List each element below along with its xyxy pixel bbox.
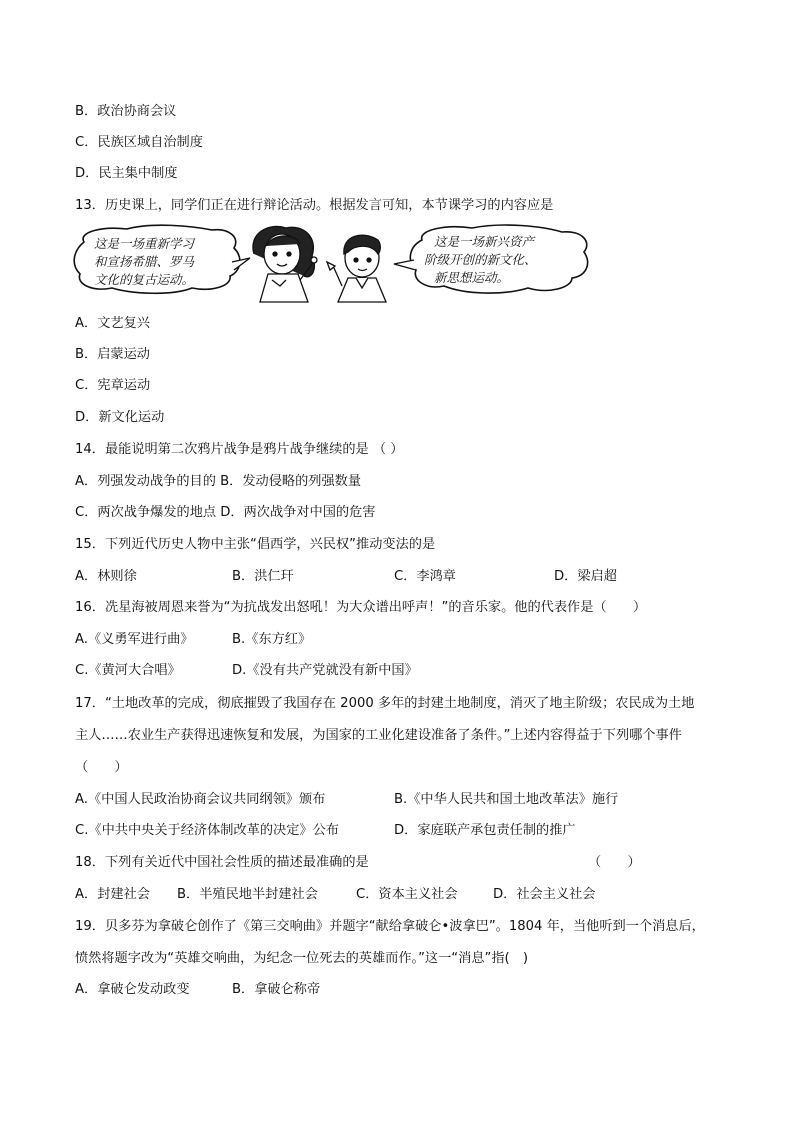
q12-option-c: C．民族区域自治制度 [75,135,203,150]
girl-speech-bubble [74,225,250,293]
q16-option-a: A.《义勇军进行曲》 [75,632,194,647]
q15-stem: 15．下列近代历史人物中主张“倡西学，兴民权”推动变法的是 [75,537,436,552]
boy-figure [327,235,386,302]
q14-stem: 14．最能说明第二次鸦片战争是鸦片战争继续的是 （ ） [75,442,404,457]
q17-stem-line-1: 17．“土地改革的完成，彻底摧毁了我国存在 2000 多年的封建土地制度，消灭了地主阶级；农民成为土地 [75,696,695,711]
q13-option-b: B．启蒙运动 [75,347,150,362]
q14-options-cd: C．两次战争爆发的地点 D．两次战争对中国的危害 [75,505,376,520]
q15-option-a: A．林则徐 [75,569,137,584]
boy-bubble-line-3: 新思想运动。 [434,270,510,285]
q12-option-d: D．民主集中制度 [75,166,178,181]
q16-option-c: C.《黄河大合唱》 [75,663,181,678]
q13-option-d: D．新文化运动 [75,410,165,425]
q16-options-ab [75,630,735,650]
boy-bubble-line-2: 阶级开创的新文化、 [424,252,537,267]
boy-speech-bubble [394,225,588,293]
q19-stem-line-2: 愤然将题字改为“英雄交响曲，为纪念一位死去的英雄而作。”这一“消息”指( ) [75,951,529,966]
q17-options-cd [75,821,735,841]
q19-option-a: A．拿破仑发动政变 [75,982,190,997]
girl-figure [253,226,317,302]
q17-stem-line-2: 主人……农业生产获得迅速恢复和发展，为国家的工业化建设准备了条件。”上述内容得益于下列哪个事件 [75,728,682,743]
q12-option-b: B．政治协商会议 [75,104,177,119]
q16-option-b: B.《东方红》 [232,632,312,647]
q17-options-ab [75,790,735,810]
q18-answer-paren: （ ） [588,855,641,870]
q18-option-b: B．半殖民地半封建社会 [177,887,318,902]
q17-option-d: D．家庭联产承包责任制的推广 [394,823,576,838]
q16-stem: 16．冼星海被周恩来誉为“为抗战发出怒吼！为大众谱出呼声！”的音乐家。他的代表作是（ ） [75,600,647,615]
q16-options-cd [75,661,735,681]
q18-option-c: C．资本主义社会 [356,887,458,902]
q17-option-b: B.《中华人民共和国土地改革法》施行 [394,792,619,807]
q17-answer-paren: （ ） [75,760,128,775]
q15-option-d: D．梁启超 [554,569,617,584]
q15-option-c: C．李鸿章 [394,569,456,584]
girl-bubble-line-2: 和宣扬希腊、罗马 [94,254,195,269]
q15-options [75,567,735,587]
q15-option-b: B．洪仁玕 [232,569,294,584]
q14-options-ab: A．列强发动战争的目的 B．发动侵略的列强数量 [75,474,362,489]
debate-illustration [72,224,592,304]
q19-options-ab [75,980,735,1000]
q13-stem: 13．历史课上，同学们正在进行辩论活动。根据发言可知，本节课学习的内容应是 [75,198,554,213]
q18-option-a: A．封建社会 [75,887,150,902]
q18-option-d: D．社会主义社会 [493,887,596,902]
q19-option-b: B．拿破仑称帝 [232,982,321,997]
q16-option-d: D.《没有共产党就没有新中国》 [232,663,418,678]
q18-stem-row [75,853,735,873]
q18-options [75,885,735,905]
q17-option-a: A.《中国人民政治协商会议共同纲领》颁布 [75,792,326,807]
girl-bubble-line-3: 文化的复古运动。 [94,272,195,287]
q13-option-c: C．宪章运动 [75,378,151,393]
q19-stem-line-1: 19．贝多芬为拿破仑创作了《第三交响曲》并题字“献给拿破仑•波拿巴”。1804 年，当他听到一个消息后， [75,919,705,934]
q17-option-c: C.《中共中央关于经济体制改革的决定》公布 [75,823,339,838]
boy-bubble-line-1: 这是一场新兴资产 [434,234,535,249]
q13-option-a: A．文艺复兴 [75,316,150,331]
q18-stem: 18．下列有关近代中国社会性质的描述最准确的是 [75,855,369,870]
girl-bubble-line-1: 这是一场重新学习 [94,236,195,251]
